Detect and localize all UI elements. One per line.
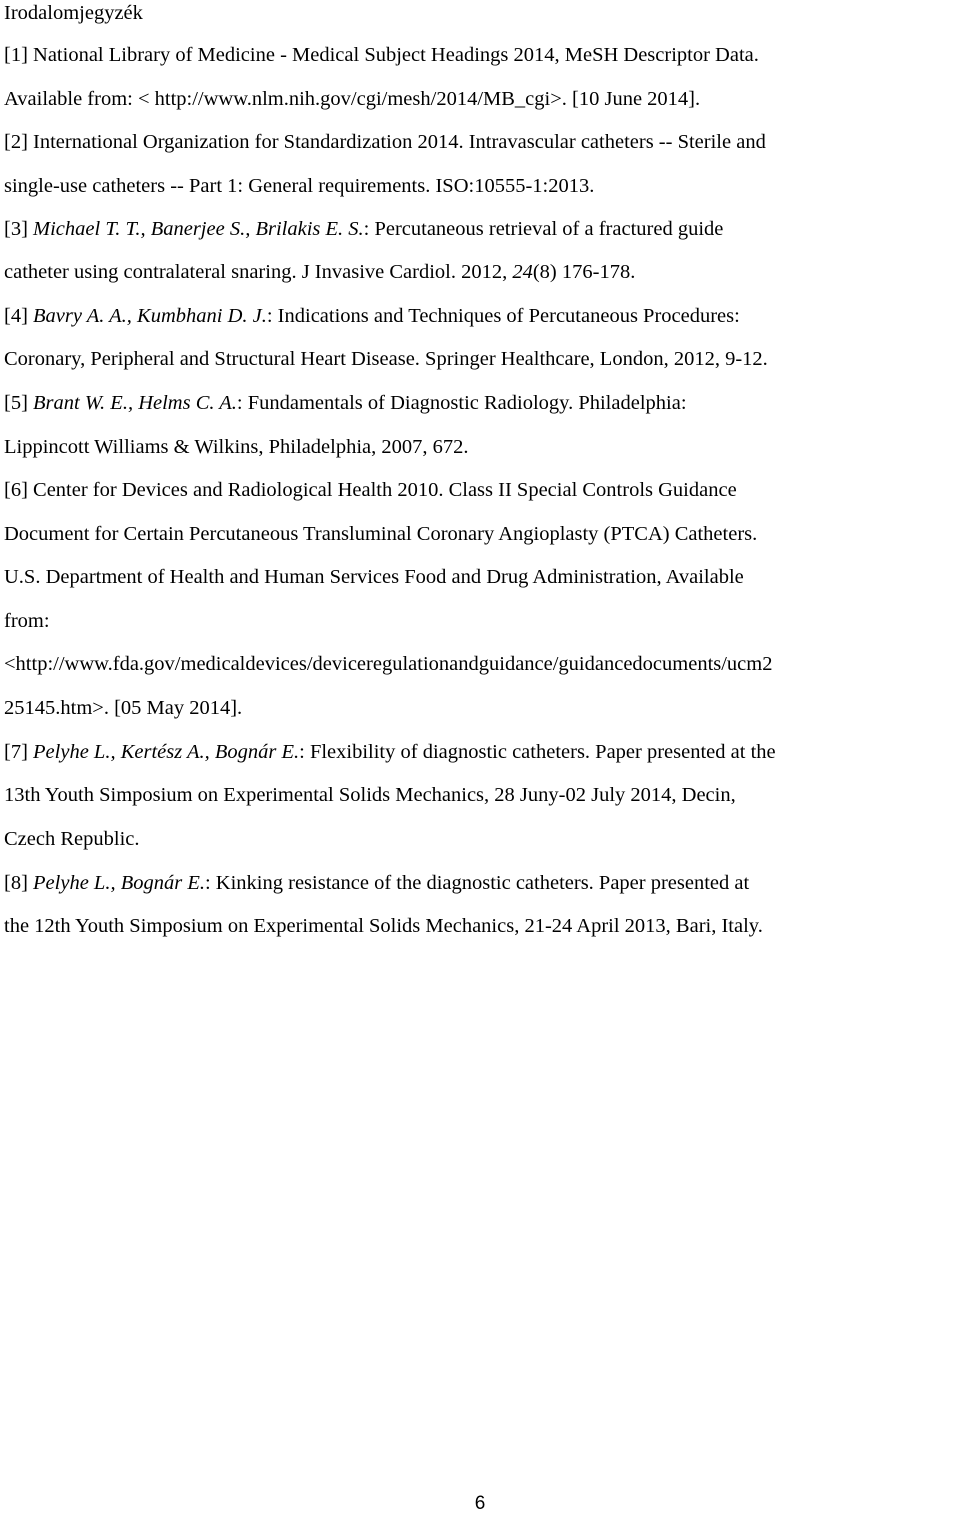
- reference-7-number: [7]: [4, 741, 34, 763]
- reference-8-line-1: [4, 870, 749, 896]
- reference-6-line-4: from:: [4, 610, 50, 632]
- reference-6-line-1: [6] Center for Devices and Radiological Health 2010. Class II Special Controls Guidance: [4, 479, 737, 501]
- reference-7-authors: Pelyhe L., Kertész A., Bognár E.: [33, 741, 300, 763]
- reference-5-line-2: Lippincott Williams & Wilkins, Philadelphia, 2007, 672.: [4, 436, 469, 458]
- reference-5-number: [5]: [4, 392, 34, 414]
- reference-4-line-1: [4, 303, 740, 329]
- reference-4-line-2: Coronary, Peripheral and Structural Heart Disease. Springer Healthcare, London, 2012, 9-12.: [4, 348, 768, 370]
- reference-7-line-1: [4, 739, 776, 765]
- reference-8-authors: Pelyhe L., Bognár E.: [33, 872, 205, 894]
- reference-3-line-1: [4, 216, 723, 242]
- reference-7-title: : Flexibility of diagnostic catheters. Paper presented at the: [299, 741, 776, 763]
- reference-3-title: : Percutaneous retrieval of a fractured guide: [363, 218, 724, 240]
- reference-3-volume: 24: [512, 261, 533, 283]
- reference-8-line-2: the 12th Youth Simposium on Experimental Solids Mechanics, 21-24 April 2013, Bari, Italy.: [4, 915, 763, 937]
- reference-8-title: : Kinking resistance of the diagnostic catheters. Paper presented at: [204, 872, 750, 894]
- page-title: Irodalomjegyzék: [4, 2, 143, 24]
- reference-6-line-2: Document for Certain Percutaneous Transluminal Coronary Angioplasty (PTCA) Catheters.: [4, 523, 758, 545]
- reference-4-number: [4]: [4, 305, 34, 327]
- reference-3-number: [3]: [4, 218, 34, 240]
- reference-3-journal: catheter using contralateral snaring. J Invasive Cardiol. 2012,: [4, 261, 513, 283]
- reference-3-authors: Michael T. T., Banerjee S., Brilakis E. S.: [33, 218, 364, 240]
- reference-5-line-1: [4, 390, 687, 416]
- reference-1-line-1: [1] National Library of Medicine - Medical Subject Headings 2014, MeSH Descriptor Data.: [4, 44, 759, 66]
- reference-2-line-2: single-use catheters -- Part 1: General requirements. ISO:10555-1:2013.: [4, 175, 595, 197]
- reference-5-authors: Brant W. E., Helms C. A.: [33, 392, 237, 414]
- reference-4-authors: Bavry A. A., Kumbhani D. J.: [33, 305, 267, 327]
- reference-1-line-2: Available from: < http://www.nlm.nih.gov/cgi/mesh/2014/MB_cgi>. [10 June 2014].: [4, 88, 701, 110]
- reference-6-line-6: 25145.htm>. [05 May 2014].: [4, 697, 243, 719]
- reference-7-line-3: Czech Republic.: [4, 828, 140, 850]
- reference-6-url[interactable]: <http://www.fda.gov/medicaldevices/deviceregulationandguidance/guidancedocuments/ucm2: [4, 653, 773, 675]
- page-number: 6: [474, 1493, 486, 1514]
- reference-7-line-2: 13th Youth Simposium on Experimental Solids Mechanics, 28 Juny-02 July 2014, Decin,: [4, 784, 736, 806]
- reference-6-line-3: U.S. Department of Health and Human Services Food and Drug Administration, Available: [4, 566, 744, 588]
- reference-4-title: : Indications and Techniques of Percutaneous Procedures:: [266, 305, 740, 327]
- reference-5-title: : Fundamentals of Diagnostic Radiology. Philadelphia:: [236, 392, 687, 414]
- reference-3-pages: (8) 176-178.: [532, 261, 636, 283]
- reference-8-number: [8]: [4, 872, 34, 894]
- reference-2-line-1: [2] International Organization for Standardization 2014. Intravascular catheters -- Sterile and: [4, 131, 766, 153]
- reference-3-line-2: [4, 259, 635, 285]
